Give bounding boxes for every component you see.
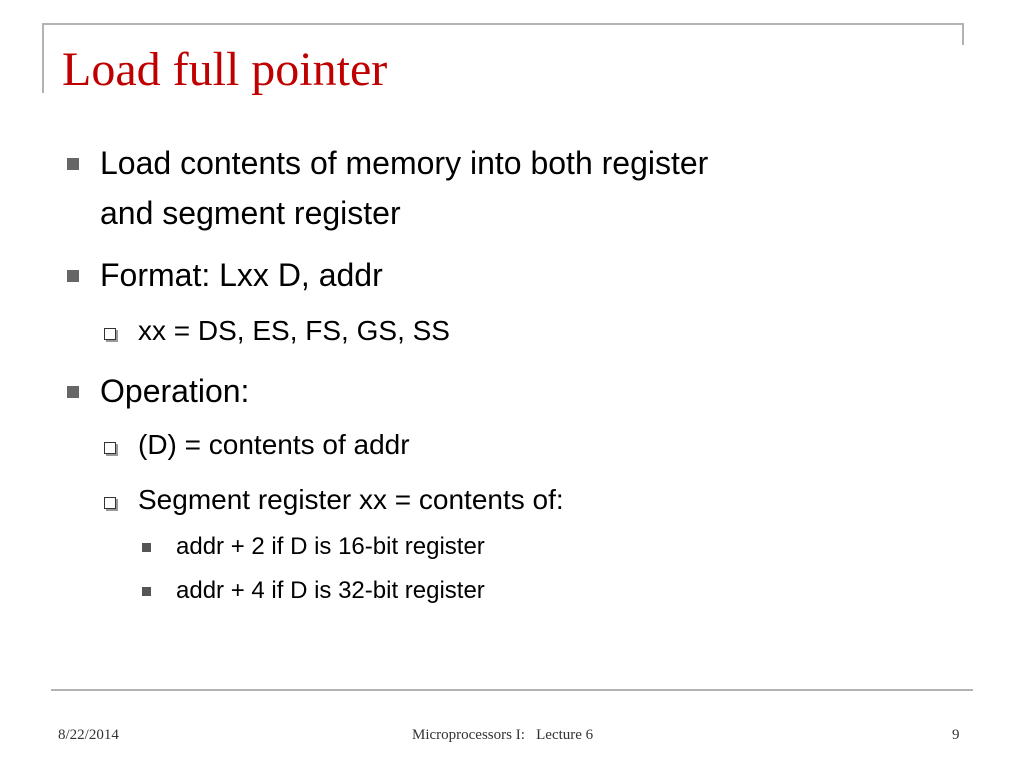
small-filled-square-bullet-icon (142, 587, 151, 596)
hollow-square-bullet-icon (104, 442, 116, 454)
bullet-text-level1: Operation: (100, 373, 250, 409)
filled-square-bullet-icon (67, 158, 79, 170)
hollow-square-bullet-icon (104, 497, 116, 509)
slide-title: Load full pointer (62, 43, 388, 96)
bullet-text-level1: Load contents of memory into both register (100, 145, 709, 181)
bullet-text-level2: (D) = contents of addr (138, 429, 410, 460)
small-filled-square-bullet-icon (142, 543, 151, 552)
bullet-text-level3: addr + 4 if D is 32-bit register (176, 577, 485, 604)
footer-course-title: Microprocessors I: Lecture 6 (412, 727, 594, 743)
filled-square-bullet-icon (67, 270, 79, 282)
footer-page-number: 9 (952, 727, 960, 743)
bullet-text-level1: Format: Lxx D, addr (100, 257, 383, 293)
hollow-square-bullet-icon (104, 328, 116, 340)
bullet-text-level2: xx = DS, ES, FS, GS, SS (138, 315, 450, 346)
footer-date: 8/22/2014 (58, 727, 119, 743)
bullet-text-level1-continuation: and segment register (100, 195, 401, 231)
bullet-text-level2: Segment register xx = contents of: (138, 484, 564, 515)
bullet-text-level3: addr + 2 if D is 16-bit register (176, 533, 485, 560)
filled-square-bullet-icon (67, 386, 79, 398)
footer-divider (51, 689, 973, 691)
